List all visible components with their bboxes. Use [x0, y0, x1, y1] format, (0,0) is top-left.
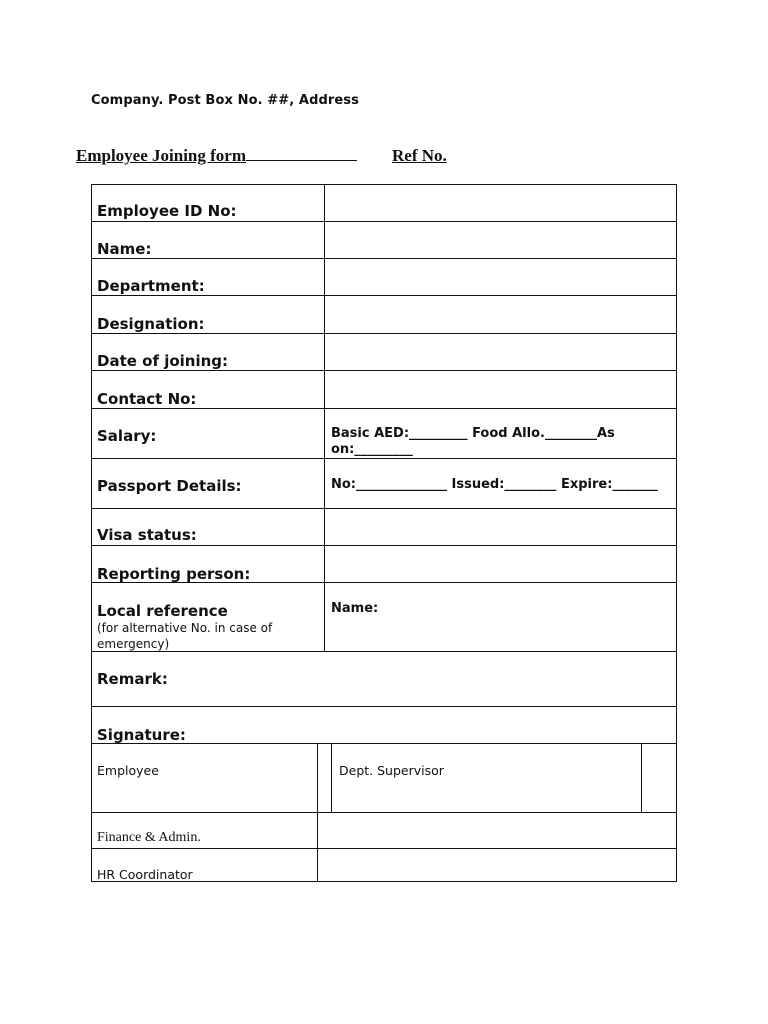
employee-id-label: Employee ID No:	[97, 202, 237, 220]
finance-admin-signature-cell[interactable]: Finance & Admin.	[97, 830, 201, 845]
name-label: Name:	[97, 240, 152, 258]
hr-coordinator-signature-cell[interactable]: HR Coordinator	[97, 867, 193, 882]
column-divider	[641, 743, 642, 812]
row-divider	[91, 812, 677, 813]
form-title-text: Employee Joining form	[76, 146, 246, 165]
remark-label: Remark:	[97, 670, 168, 688]
form-title	[76, 146, 357, 166]
column-divider	[324, 184, 325, 651]
date-of-joining-label: Date of joining:	[97, 352, 229, 370]
salary-label: Salary:	[97, 427, 157, 445]
salary-field[interactable]: Basic AED:_________ Food Allo.________As on:_________	[331, 426, 615, 457]
local-reference-label: Local reference	[97, 602, 228, 620]
employee-signature-cell[interactable]: Employee	[97, 763, 159, 778]
row-divider	[91, 258, 677, 259]
company-address: Company. Post Box No. ##, Address	[91, 93, 359, 108]
row-divider	[91, 508, 677, 509]
column-divider	[317, 743, 318, 882]
local-reference-field[interactable]: Name:	[331, 601, 379, 616]
row-divider	[91, 408, 677, 409]
row-divider	[91, 295, 677, 296]
dept-supervisor-signature-cell[interactable]: Dept. Supervisor	[339, 763, 444, 778]
passport-details-field[interactable]: No:______________ Issued:________ Expire:_______	[331, 477, 658, 492]
contact-no-label: Contact No:	[97, 390, 197, 408]
column-divider	[331, 743, 332, 812]
reporting-person-label: Reporting person:	[97, 565, 251, 583]
row-divider	[91, 545, 677, 546]
passport-details-label: Passport Details:	[97, 477, 242, 495]
row-divider	[91, 221, 677, 222]
department-label: Department:	[97, 277, 205, 295]
local-reference-note: (for alternative No. in case of emergency)	[97, 621, 273, 651]
designation-label: Designation:	[97, 315, 205, 333]
row-divider	[91, 458, 677, 459]
row-divider	[91, 333, 677, 334]
title-underline	[246, 146, 357, 161]
row-divider	[91, 370, 677, 371]
signature-label: Signature:	[97, 726, 186, 744]
row-divider	[91, 848, 677, 849]
row-divider	[91, 706, 677, 707]
ref-number-label: Ref No.	[392, 146, 447, 165]
visa-status-label: Visa status:	[97, 526, 197, 544]
